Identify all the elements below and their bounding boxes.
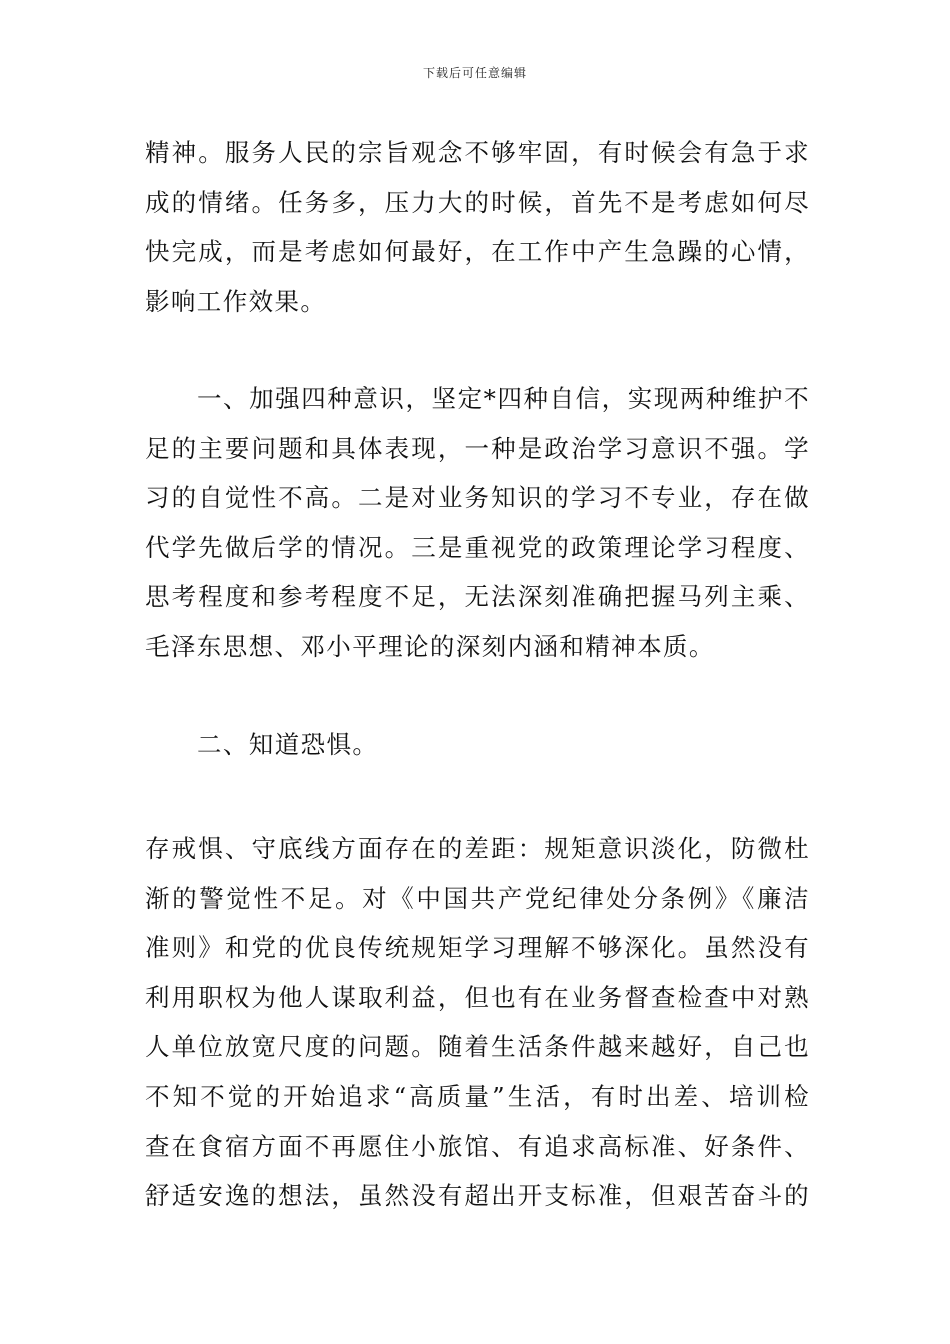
text-line: 准则》和党的优良传统规矩学习理解不够深化。虽然没有 (145, 933, 810, 963)
text-line: 足的主要问题和具体表现，一种是政治学习意识不强。学 (145, 433, 810, 463)
text-line: 舒适安逸的想法，虽然没有超出开支标准，但艰苦奋斗的 (145, 1181, 810, 1211)
text-line: 快完成，而是考虑如何最好，在工作中产生急躁的心情， (145, 237, 810, 267)
page-header-note: 下载后可任意编辑 (422, 66, 527, 80)
text-line: 渐的警觉性不足。对《中国共产党纪律处分条例》《廉洁 (145, 883, 810, 913)
text-line: 思考程度和参考程度不足，无法深刻准确把握马列主乘、 (145, 582, 810, 612)
text-line: 习的自觉性不高。二是对业务知识的学习不专业，存在做 (145, 483, 810, 513)
text-line: 查在食宿方面不再愿住小旅馆、有追求高标准、好条件、 (145, 1131, 810, 1161)
paragraph-4 (145, 824, 810, 1221)
text-line: 毛泽东思想、邓小平理论的深刻内涵和精神本质。 (145, 631, 715, 661)
text-line: 存戒惧、守底线方面存在的差距：规矩意识淡化，防微杜 (145, 834, 810, 863)
text-line: 成的情绪。任务多，压力大的时候，首先不是考虑如何尽 (145, 187, 810, 217)
paragraph-3-heading (145, 720, 810, 770)
text-line: 二、知道恐惧。 (197, 730, 379, 759)
text-line: 不知不觉的开始追求“高质量”生活，有时出差、培训检 (145, 1081, 810, 1111)
text-line: 精神。服务人民的宗旨观念不够牢固，有时候会有急于求 (145, 138, 810, 167)
paragraph-1 (145, 128, 810, 326)
text-line: 代学先做后学的情况。三是重视党的政策理论学习程度、 (145, 532, 810, 562)
text-line: 影响工作效果。 (145, 286, 327, 316)
text-line: 一、加强四种意识，坚定*四种自信，实现两种维护不 (197, 384, 810, 413)
text-line: 利用职权为他人谋取利益，但也有在业务督查检查中对熟 (145, 982, 810, 1012)
text-line: 人单位放宽尺度的问题。随着生活条件越来越好，自己也 (145, 1032, 810, 1062)
paragraph-2 (145, 374, 810, 672)
